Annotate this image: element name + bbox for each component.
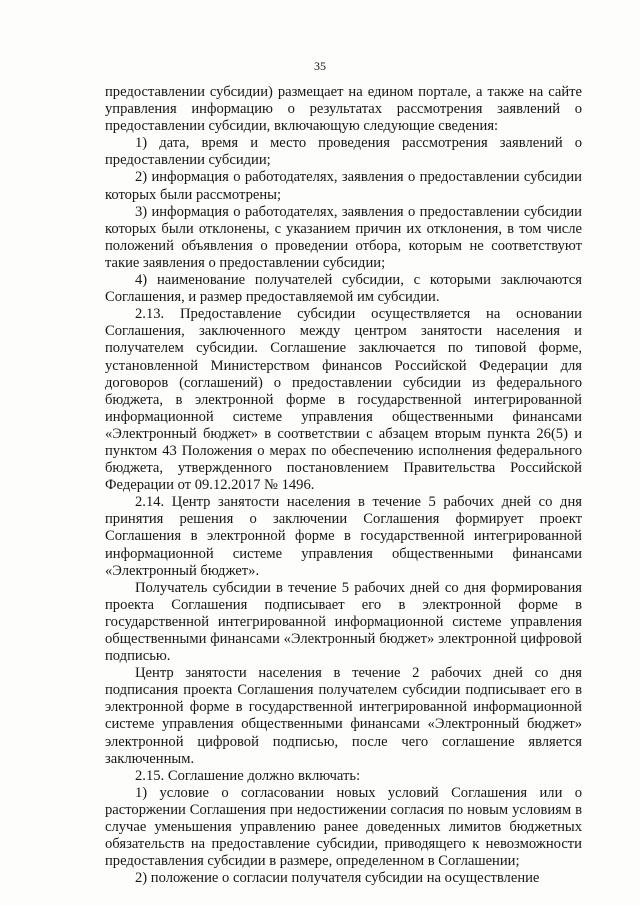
clause-2-13: 2.13. Предоставление субсидии осуществляется на основании Соглашения, заключенного между центром занятости населения и получателем субсидии. Соглашение заключается по типовой форме, установленной Министерством финансов Российской Федерации для договоров (соглашений) о предоставлении субсидии из федерального бюджета, в электронной форме в государственной интегрированной информационной системе управления общественными финансами «Электронный бюджет» в соответствии с абзацем вторым пункта 26(5) и пунктом 43 Положения о мерах по обеспечению исполнения федерального бюджета, утвержденного постановлением Правительства Российской Федерации от 09.12.2017 № 1496. <box>105 306 582 494</box>
paragraph-center-signs: Центр занятости населения в течение 2 рабочих дней со дня подписания проекта Соглашения получателем субсидии подписывает его в электронной форме в государственной интегрированной информационной системе управления общественными финансами «Электронный бюджет» электронной цифровой подписью, после чего соглашение является заключенным. <box>105 665 582 767</box>
page-number: 35 <box>314 59 326 73</box>
list-item-1: 1) дата, время и место проведения рассмотрения заявлений о предоставлении субсидии; <box>105 135 582 169</box>
list-item-2: 2) информация о работодателях, заявления о предоставлении субсидии которых были рассмотрены; <box>105 169 582 203</box>
clause-2-14: 2.14. Центр занятости населения в течение 5 рабочих дней со дня принятия решения о заключении Соглашения формирует проект Соглашения в электронной форме в государственной интегрированной информационной системе управления общественными финансами «Электронный бюджет». <box>105 494 582 579</box>
clause-2-15-item-2: 2) положение о согласии получателя субсидии на осуществление <box>135 870 540 887</box>
list-item-3: 3) информация о работодателях, заявления о предоставлении субсидии которых были отклонены, с указанием причин их отклонения, в том числе положений объявления о проведении отбора, которым не соответствуют такие заявления о предоставлении субсидии; <box>105 203 582 271</box>
document-body <box>105 84 582 887</box>
list-item-4: 4) наименование получателей субсидии, с которыми заключаются Соглашения, и размер предоставляемой им субсидии. <box>105 272 582 306</box>
clause-2-15: 2.15. Соглашение должно включать: <box>135 767 361 784</box>
paragraph-recipient-signs: Получатель субсидии в течение 5 рабочих дней со дня формирования проекта Соглашения подписывает его в электронной форме в государственной интегрированной информационной системе управления общественными финансами «Электронный бюджет» электронной цифровой подписью. <box>105 579 582 665</box>
clause-2-15-item-1: 1) условие о согласовании новых условий Соглашения или о расторжении Соглашения при недостижении согласия по новым условиям в случае уменьшения управлению ранее доведенных лимитов бюджетных обязательств на предоставление субсидии, приводящего к невозможности предоставления субсидии в размере, определенном в Соглашении; <box>105 784 582 870</box>
paragraph-intro: предоставлении субсидии) размещает на едином портале, а также на сайте управления информацию о результатах рассмотрения заявлений о предоставлении субсидии, включающую следующие сведения: <box>105 84 582 135</box>
